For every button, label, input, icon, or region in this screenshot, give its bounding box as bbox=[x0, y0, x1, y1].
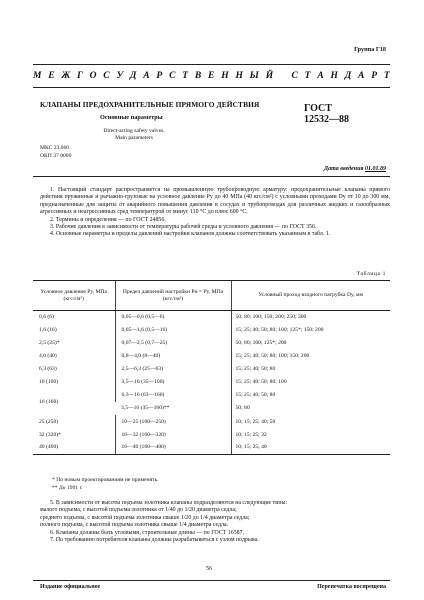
table-row bbox=[33, 363, 390, 376]
nominal-pressure-cell: 32 (320)* bbox=[39, 431, 61, 438]
parameters-table bbox=[33, 280, 390, 455]
footer-rule bbox=[33, 580, 390, 581]
closing-paragraphs bbox=[40, 500, 390, 544]
heading-letter: Р bbox=[156, 71, 163, 81]
setting-pressure-cell: 0,07—2,5 (0,7—25) bbox=[115, 337, 231, 350]
header-nominal-bore: Условный проход входного патрубка Dу, мм bbox=[231, 281, 390, 311]
nominal-bore-cell: 15; 25; 40; 50; 80; 100; 125*; 150; 200 bbox=[231, 324, 390, 337]
paragraph-7: 7. По требованию потребителя клапаны должны разрабатываться с узлом подрыва. bbox=[50, 537, 259, 544]
table-footnotes bbox=[52, 477, 159, 492]
table-header-row bbox=[33, 281, 390, 311]
nominal-bore-cell: 50; 80; 100; 150; 200; 250; 300 bbox=[231, 311, 390, 324]
paragraph-3: 3. Рабочие давления в зависимости от температуры рабочей среды и условного давления — по ГОСТ 356. bbox=[50, 224, 317, 231]
gost-number: 12532—88 bbox=[304, 114, 349, 125]
paragraph-5: 5. В зависимости от высоты подъема золотника клапаны подразделяются на следующие типы: bbox=[50, 500, 288, 506]
nominal-bore-cell: 50; 80; 100; 125*; 200 bbox=[231, 337, 390, 350]
heading-letter: Н bbox=[221, 71, 229, 81]
nominal-bore-cell: 15; 25; 40; 50; 80; 100; 150; 200 bbox=[231, 350, 390, 363]
setting-pressure-cell: 3,5—10 (35—100) bbox=[115, 376, 231, 389]
nominal-pressure-cell: 6,3 (63) bbox=[39, 366, 57, 373]
header-nominal-pressure: Условное давление Pу, МПа (кгс/см²) bbox=[33, 281, 115, 311]
heading-letter: Д bbox=[344, 71, 352, 81]
setting-pressure-cell: 16—32 (160—320) bbox=[115, 428, 231, 441]
heading-letter: С bbox=[291, 71, 298, 81]
nominal-pressure-cell: 40 (400) bbox=[33, 441, 115, 454]
paragraph-2: 2. Термины и определения — по ГОСТ 24856. bbox=[50, 216, 166, 223]
paragraph-5c: полного подъема, с высотой подъема золотника свыше 1/4 диаметра седла. bbox=[40, 522, 229, 529]
heading-letter: Т bbox=[383, 71, 390, 81]
table-row bbox=[33, 350, 390, 363]
paragraph-5b: среднего подъема, с высотой подъема золотника свыше 1/20 до 1/4 диаметра седла; bbox=[40, 514, 250, 521]
heading-letter: У bbox=[116, 71, 124, 81]
heading-letter: А bbox=[317, 71, 324, 81]
heading-letter: Р bbox=[371, 71, 378, 81]
paragraph-5a: малого подъема, с высотой подъема золотника от 1/40 до 1/20 диаметра седла; bbox=[40, 507, 237, 514]
paragraph-4: 4. Основные параметры и пределы давлений настройки клапанов должны соответствовать указанным в табл. 1. bbox=[50, 231, 331, 238]
effective-date-label: Дата введения bbox=[324, 166, 364, 172]
heading-letter: Д bbox=[129, 71, 137, 81]
footnote-2: ** До 1991 г. bbox=[52, 484, 83, 491]
heading-letter: М bbox=[33, 71, 42, 81]
header-setting-pressure: Предел давлений настройки Pн = Pу, МПа (кгс/см²) bbox=[115, 281, 231, 311]
nominal-pressure-cell: 10 (100) bbox=[39, 379, 59, 386]
nominal-bore-cell: 10; 15; 25; 40; 50 bbox=[231, 415, 390, 428]
heading-letter: Е bbox=[48, 71, 55, 81]
okp-code: ОКП 37 0000 bbox=[40, 152, 72, 159]
table-row bbox=[33, 311, 390, 324]
table-caption: Таблица 1 bbox=[356, 271, 386, 277]
official-edition-label: Издание официальное bbox=[40, 584, 101, 590]
gost-label: ГОСТ bbox=[304, 103, 332, 114]
heading-letter bbox=[280, 71, 285, 81]
setting-pressure-cell: 3,5—16 (35—160)** bbox=[121, 405, 170, 412]
setting-pressure-cell: 0,05—1,6 (0,5—16) bbox=[115, 324, 231, 337]
effective-date-value: 01.01.89 bbox=[365, 166, 386, 172]
heading-letter: Е bbox=[208, 71, 215, 81]
nominal-pressure-cell: 2,5 (25)* bbox=[39, 339, 60, 346]
heading-letter: Ж bbox=[61, 71, 71, 81]
nominal-pressure-cell: 0,6 (6) bbox=[39, 314, 54, 320]
date-rule bbox=[33, 176, 390, 177]
heading-letter: О bbox=[89, 71, 97, 81]
setting-pressure-cell: 2,5—6,3 (25—63) bbox=[115, 363, 231, 376]
heading-letter: С bbox=[169, 71, 176, 81]
setting-pressure-cell: 16—40 (160—400) bbox=[115, 441, 231, 454]
gost-designation bbox=[304, 103, 349, 125]
mks-code: МКС 23.060 bbox=[40, 145, 70, 151]
nominal-bore-cell: 10; 15; 25; 40 bbox=[231, 441, 390, 454]
table-row bbox=[33, 415, 390, 428]
heading-letter: Г bbox=[77, 71, 83, 81]
intro-paragraphs bbox=[40, 187, 390, 239]
group-code: Группа Г18 bbox=[354, 46, 386, 53]
nominal-pressure-cell: 4,0 (40) bbox=[39, 353, 57, 360]
heading-letter: Т bbox=[304, 71, 311, 81]
page-number: 56 bbox=[206, 566, 212, 572]
table-row bbox=[33, 324, 390, 337]
paragraph-1: 1. Настоящий стандарт распространяется на промышленную трубопроводную арматуру: предохранительные клапаны прямого действия пружинные и рычажно-грузовые на условное давление Pу до 40 МПа (40 кгс/см²) с условными проходами Dу от 10 до 300 мм, предназначенные для защиты от аварийного повышения давления в сосудах и трубопроводах для различных жидких и газообразных агрессивных и неагрессивных сред температурой от минус 110 °С до плюс 600 °С. bbox=[40, 187, 390, 216]
heading-letter: Й bbox=[265, 71, 274, 81]
english-title bbox=[95, 128, 173, 143]
top-rule bbox=[33, 64, 390, 65]
nominal-pressure-cell: 25 (250) bbox=[39, 418, 59, 425]
heading-letter: С bbox=[103, 71, 110, 81]
setting-pressure-cell: 0,05—0,6 (0,5—6) bbox=[115, 311, 231, 324]
reprint-prohibited-label: Перепечатка воспрещена bbox=[317, 584, 386, 590]
table-row bbox=[33, 441, 390, 454]
nominal-bore-cell: 15; 25; 40; 50; 80; 100 bbox=[231, 376, 390, 389]
heading-letter: Ы bbox=[249, 71, 259, 81]
nominal-pressure-cell: 16 (160) bbox=[39, 398, 59, 405]
footnote-1: * По новым проектированиям не применять. bbox=[52, 477, 159, 483]
table-row bbox=[33, 337, 390, 350]
document-title: КЛАПАНЫ ПРЕДОХРАНИТЕЛЬНЫЕ ПРЯМОГО ДЕЙСТВИЯ bbox=[40, 100, 260, 109]
nominal-bore-cell: 50; 80 bbox=[231, 402, 390, 415]
heading-letter: Н bbox=[330, 71, 338, 81]
classification-codes bbox=[40, 145, 71, 160]
nominal-pressure-cell: 1,6 (16) bbox=[39, 326, 57, 333]
interstate-standard-heading bbox=[33, 71, 390, 81]
heading-rule bbox=[33, 87, 390, 88]
nominal-bore-cell: 15; 25; 40; 50; 80 bbox=[231, 363, 390, 376]
heading-letter: В bbox=[194, 71, 202, 81]
english-title-line2: Main parameters bbox=[115, 135, 153, 142]
table-row bbox=[33, 376, 390, 389]
setting-pressure-cell: 0,8—4,0 (8—40) bbox=[115, 350, 231, 363]
heading-letter: Н bbox=[235, 71, 243, 81]
nominal-bore-cell: 15; 25; 40; 50; 80 bbox=[231, 389, 390, 402]
setting-pressure-cell: 10—25 (100—250) bbox=[115, 415, 231, 428]
document-subtitle: Основные параметры bbox=[100, 114, 163, 121]
english-title-line1: Direct-acting safety valves. bbox=[103, 128, 165, 134]
effective-date bbox=[324, 166, 386, 172]
setting-pressure-cell: 6,3—16 (63—160) bbox=[115, 389, 231, 402]
table-row bbox=[33, 389, 390, 402]
paragraph-6: 6. Клапаны должны быть угловыми, строительные длины — по ГОСТ 16587. bbox=[50, 529, 245, 536]
table-row bbox=[33, 428, 390, 441]
heading-letter: Т bbox=[182, 71, 189, 81]
heading-letter: А bbox=[143, 71, 150, 81]
heading-letter: А bbox=[358, 71, 365, 81]
nominal-bore-cell: 10; 15; 25; 32 bbox=[231, 428, 390, 441]
